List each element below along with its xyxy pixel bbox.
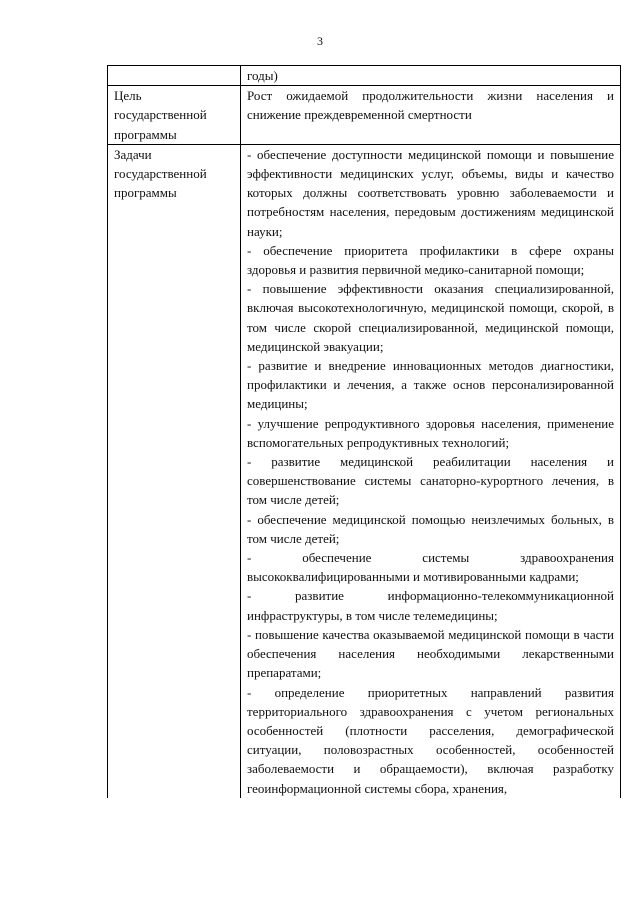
page-number: 3 — [317, 34, 323, 48]
task-item: - улучшение репродуктивного здоровья населения, применение вспомогательных репродуктивных технологий; — [247, 415, 614, 450]
task-item: - обеспечение доступности медицинской помощи и повышение эффективности медицинских услуг, объемы, виды и качество которых должны соответствовать уровню заболеваемости и потребностям населения, передовым достижениям медицинской науки; — [247, 146, 614, 239]
task-item: - развитие и внедрение инновационных методов диагностики, профилактики и лечения, а также основ персонализированной медицины; — [247, 358, 614, 412]
goal-label-line: программы — [114, 126, 177, 142]
tasks-label-line: государственной — [114, 166, 207, 182]
tasks-label-line: программы — [114, 185, 177, 201]
goal-text-cell: Рост ожидаемой продолжительности жизни населения и снижение преждевременной смертности — [241, 86, 621, 145]
tasks-label-line: Задачи — [114, 146, 152, 162]
goal-label-line: государственной — [114, 107, 207, 123]
task-item: - повышение эффективности оказания специализированной, включая высокотехнологичную, медицинской помощи, скорой, в том числе скорой специализированной, медицинской помощи, медицинской эвакуации; — [247, 281, 614, 354]
task-item: - развитие информационно-телекоммуникационной инфраструктуры, в том числе телемедицины; — [247, 588, 614, 623]
task-item: - развитие медицинской реабилитации населения и совершенствование системы санаторно-курортного лечения, в том числе детей; — [247, 454, 614, 508]
goal-label-line: Цель — [114, 88, 142, 104]
task-item: - обеспечение приоритета профилактики в сфере охраны здоровья и развития первичной медико-санитарной помощи; — [247, 242, 614, 278]
tasks-list-cell — [241, 144, 621, 797]
program-passport-table — [107, 65, 621, 798]
table-row-tasks — [108, 144, 621, 797]
continuation-label-cell — [108, 66, 241, 86]
task-item: - повышение качества оказываемой медицинской помощи в части обеспечения населения необходимыми лекарственными препаратами; — [247, 626, 614, 681]
tasks-label-cell — [108, 144, 241, 797]
table-row-goal — [108, 86, 621, 145]
task-item: - обеспечение системы здравоохранения высококвалифицированными и мотивированными кадрами; — [247, 550, 614, 585]
task-item: - определение приоритетных направлений развития территориального здравоохранения с учетом региональных особенностей (плотности расселения, демографической ситуации, половозрастных особенностей, особенностей заболеваемости и обращаемости), включая разработку геоинформационной системы сбора, хранения, — [247, 684, 614, 796]
continuation-value-cell: годы) — [241, 66, 621, 86]
task-item: - обеспечение медицинской помощью неизлечимых больных, в том числе детей; — [247, 511, 614, 546]
table-row-continuation — [108, 66, 621, 86]
goal-label-cell — [108, 86, 241, 145]
